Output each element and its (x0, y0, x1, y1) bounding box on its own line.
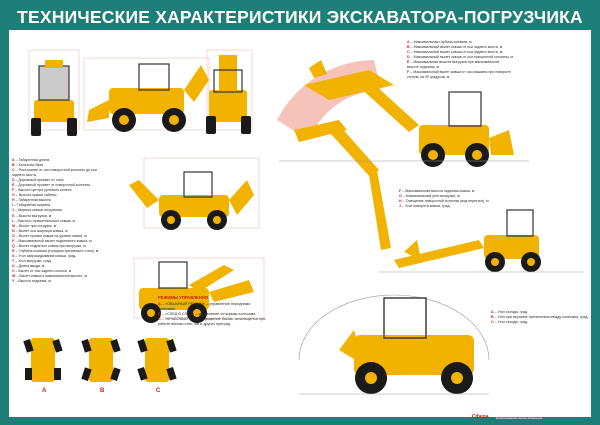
legend-key: C (491, 320, 494, 325)
legend-text: – Максимальный вылет ковша от оси машины при повороте (409, 70, 511, 75)
legend-key: C (12, 168, 15, 173)
steering-letter-a: A (42, 388, 47, 394)
legend-key: H (12, 198, 15, 203)
legend-text: – Вылет от оси заднего колеса, м (14, 269, 72, 274)
legend-text: – Угол поворота ковша, град. (401, 204, 451, 209)
legend-text: – Высота подъема, м (14, 279, 51, 284)
legend-key: B (491, 315, 494, 320)
legend-row (407, 75, 587, 80)
steering-text: – «ОБЫЧНЫЙ РЕЖИМ» – управление передними колесами (158, 302, 251, 312)
legend-key: D (12, 178, 15, 183)
legend-text: – Смещение поворотной колонны (вод перетяги), м (401, 199, 489, 204)
legend-text: – Вылет поднятого ковша при выгрузке, м (14, 243, 86, 248)
legend-key: B (407, 45, 410, 50)
legend-text: заднего моста (12, 173, 36, 178)
legend-text: – Колесная база (14, 163, 44, 168)
legend-text: – Высота центра рулевого колеса (14, 188, 72, 193)
steering-key: A (158, 302, 161, 307)
legend-text: – Дорожный просвет от поворотной колонны (14, 183, 91, 188)
legend-key: S (12, 253, 15, 258)
legend-dimensions (12, 158, 137, 284)
rear-view-machine (206, 55, 251, 134)
legend-text: – Максимальная высота выгрузки при максимальной (409, 60, 500, 65)
legend-key: P (12, 238, 15, 243)
legend-text: – Дорожный просвет от опор (14, 178, 64, 183)
steering-mode-c (137, 338, 176, 382)
legend-key: G (12, 193, 15, 198)
legend-key: J (399, 204, 401, 209)
steering-text: – «КРАБОВЫЙ ХОД» – движение боком, используется при работе вблизи стен, ям и других преград (158, 317, 266, 327)
legend-text: – Расстояние от оси поворотной колонны до оси (14, 168, 97, 173)
legend-key: U (12, 263, 15, 268)
legend-key: G (399, 194, 402, 199)
legend-text: – Высота крыши кабины (14, 193, 57, 198)
legend-text: – Угол съезда, град. (493, 320, 529, 325)
steering-text: – «СЛЕД В СЛЕД» – управление четырьмя колесами (160, 312, 256, 317)
legend-text: – Максимальный вылет ковша от оси поворотной колонны, м (409, 55, 513, 60)
poster-title: ТЕХНИЧЕСКИЕ ХАРАКТЕРИСТИКИ ЭКСКАВАТОРА-ПОГРУЗЧИКА (17, 7, 583, 27)
legend-text: – Габаритная длина (14, 158, 50, 162)
legend-key: F (399, 189, 402, 193)
legend-key: V (12, 269, 15, 274)
legend-key: L (12, 218, 15, 223)
legend-key: I (12, 203, 13, 208)
legend-text: – Максимальный вылет подъемного ковша, м (14, 238, 92, 243)
steering-heading: РЕЖИМЫ УПРАВЛЕНИЯ (158, 295, 208, 300)
legend-key: Y (12, 279, 15, 284)
backhoe-reach-view (279, 60, 529, 250)
steering-mode-a (23, 338, 62, 382)
legend-text: – Угол при вершине препятствия между колесами, град. (493, 315, 589, 320)
publisher-logo: Сфера (472, 414, 489, 420)
legend-key: T (12, 258, 15, 263)
legend-key: W (12, 274, 16, 279)
legend-text: высоте подъема, м (407, 65, 439, 70)
legend-key: Q (12, 243, 15, 248)
legend-text: – Габаритная высота (14, 198, 51, 203)
steering-item (158, 317, 266, 327)
legend-backhoe-reach (407, 40, 587, 80)
legend-key: R (12, 248, 15, 253)
legend-text: – Максимальный вылет ковша от оси заднего моста, м (409, 45, 503, 50)
legend-text: – Высота горизонтального ковша, м (14, 218, 76, 223)
legend-key: H (399, 199, 402, 204)
legend-key: A (407, 40, 410, 44)
legend-key: F (12, 188, 15, 193)
legend-text: – Максимальная глубина копания, м (409, 40, 472, 44)
backhoe-extended-view (379, 210, 584, 272)
legend-text: – Габаритная ширина (13, 203, 51, 208)
legend-key: E (12, 183, 15, 188)
legend-key: K (12, 213, 15, 218)
legend-text: – Вылет оси шарнира ковша, м (14, 228, 68, 233)
legend-text: стрелы на 90 градусов, м (407, 75, 450, 80)
legend-key: F (407, 70, 410, 75)
legend-row (12, 279, 137, 284)
front-view-machine (31, 60, 77, 136)
legend-text: – Глубина копания (толщина срезаемого слоя), м (14, 248, 99, 253)
legend-key: C (407, 50, 410, 55)
legend-text: – Вылет кромки ковша на уровне земли, м (14, 233, 87, 238)
legend-text: – Максимальная высота подъема ковша, м (401, 189, 475, 193)
steering-modes-box (158, 295, 266, 328)
legend-text: – Угол выгрузки, град. (14, 258, 52, 263)
legend-row (399, 204, 559, 209)
legend-key: E (407, 60, 410, 65)
legend-backhoe-extended (399, 189, 559, 209)
legend-key: N (12, 228, 15, 233)
legend-text: – Длина ввода, м (14, 263, 45, 268)
steering-letter-c: C (156, 388, 161, 394)
legend-key: B (12, 163, 15, 168)
legend-key: O (12, 233, 15, 238)
off-road-angles-view (299, 295, 489, 394)
steering-key: B (158, 312, 161, 317)
loader-dump-view (129, 172, 254, 230)
legend-key: A (12, 158, 15, 162)
legend-text: – Вылет при погрузке, м (15, 223, 57, 228)
side-view-machine (87, 64, 209, 132)
legend-text: – Угол съезда, град. (493, 310, 529, 314)
legend-key: J (12, 208, 14, 213)
legend-text: – Вылет ковша в максимальной высоте, м (15, 274, 87, 279)
steering-mode-b (81, 338, 120, 382)
legend-key: M (12, 223, 15, 228)
legend-text: – Угол запрокидывания ковша, град. (14, 253, 77, 258)
steering-key: C (158, 317, 161, 322)
steering-item (158, 302, 266, 312)
legend-text: – Ширина ковша погрузчика (14, 208, 62, 213)
legend-row (491, 320, 589, 325)
legend-text: – Максимальный угол выгрузки, м (401, 194, 460, 199)
copyright-text: © Издательство «Сфера» Москва. Все права защищены. При перепечатке и воспроизведении ссылка обязательна. (496, 414, 589, 420)
legend-key: A (491, 310, 494, 314)
legend-key: D (407, 55, 410, 60)
legend-angles (491, 310, 589, 325)
legend-text: – Максимальный вылет ковша от оси заднего моста, м (409, 50, 503, 55)
steering-letter-b: B (100, 388, 105, 394)
legend-text: – Высота выгрузки, м (14, 213, 52, 218)
